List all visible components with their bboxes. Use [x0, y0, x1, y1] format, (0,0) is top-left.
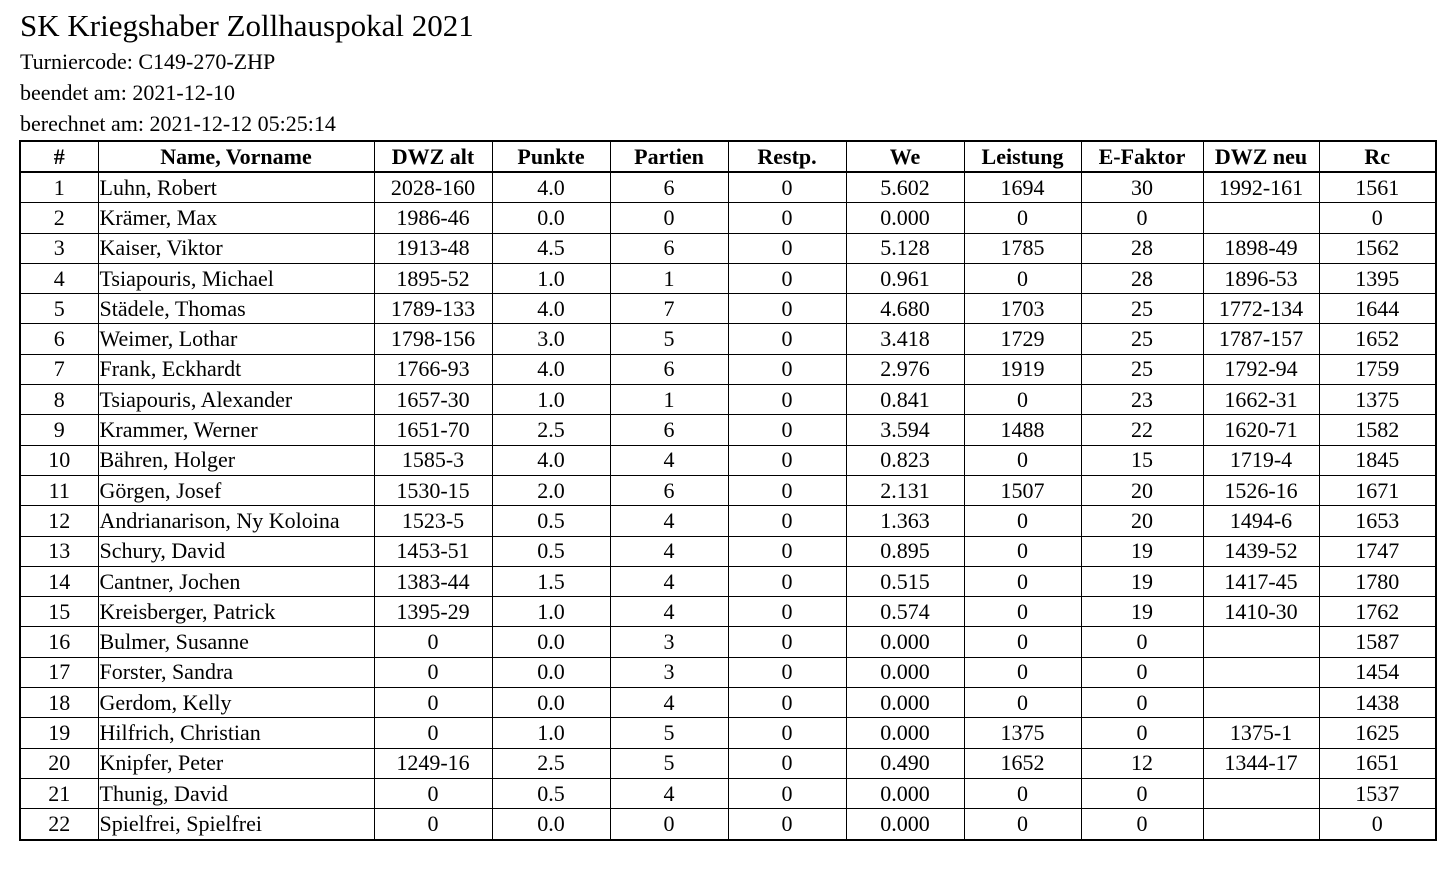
cell-games: 6 [610, 233, 728, 263]
col-header-restp: Restp. [728, 141, 846, 172]
cell-restp: 0 [728, 354, 846, 384]
cell-name: Kaiser, Viktor [98, 233, 374, 263]
cell-performance: 1729 [964, 324, 1081, 354]
cell-dwz-old: 1798-156 [374, 324, 492, 354]
cell-games: 1 [610, 263, 728, 293]
cell-name: Städele, Thomas [98, 294, 374, 324]
table-row [20, 597, 1436, 627]
cell-name: Tsiapouris, Michael [98, 263, 374, 293]
cell-dwz-new: 1772-134 [1203, 294, 1319, 324]
cell-rc: 1582 [1319, 415, 1436, 445]
table-row [20, 475, 1436, 505]
cell-name: Tsiapouris, Alexander [98, 385, 374, 415]
cell-rc: 1625 [1319, 718, 1436, 748]
cell-points: 1.0 [492, 263, 610, 293]
cell-points: 4.0 [492, 354, 610, 384]
cell-dwz-old: 2028-160 [374, 172, 492, 203]
cell-restp: 0 [728, 324, 846, 354]
cell-performance: 0 [964, 203, 1081, 233]
col-header-rank: # [20, 141, 98, 172]
cell-restp: 0 [728, 294, 846, 324]
cell-restp: 0 [728, 475, 846, 505]
cell-we: 5.602 [846, 172, 964, 203]
end-date: beendet am: 2021-12-10 [20, 80, 236, 105]
cell-rc: 0 [1319, 809, 1436, 840]
cell-points: 1.0 [492, 597, 610, 627]
cell-we: 0.000 [846, 688, 964, 718]
cell-dwz-old: 1383-44 [374, 566, 492, 596]
table-row [20, 536, 1436, 566]
cell-restp: 0 [728, 688, 846, 718]
cell-performance: 0 [964, 263, 1081, 293]
cell-points: 0.0 [492, 688, 610, 718]
cell-rc: 1671 [1319, 475, 1436, 505]
cell-rank: 3 [20, 233, 98, 263]
table-row [20, 566, 1436, 596]
table-row [20, 203, 1436, 233]
cell-performance: 0 [964, 536, 1081, 566]
cell-we: 1.363 [846, 506, 964, 536]
cell-games: 4 [610, 536, 728, 566]
cell-e-factor: 19 [1081, 566, 1203, 596]
cell-restp: 0 [728, 506, 846, 536]
cell-rank: 1 [20, 172, 98, 203]
cell-name: Thunig, David [98, 778, 374, 808]
cell-restp: 0 [728, 627, 846, 657]
cell-restp: 0 [728, 778, 846, 808]
cell-restp: 0 [728, 233, 846, 263]
cell-restp: 0 [728, 809, 846, 840]
cell-rc: 0 [1319, 203, 1436, 233]
cell-games: 0 [610, 809, 728, 840]
cell-dwz-new [1203, 657, 1319, 687]
cell-dwz-new: 1344-17 [1203, 748, 1319, 778]
cell-dwz-old: 1249-16 [374, 748, 492, 778]
cell-restp: 0 [728, 172, 846, 203]
table-row [20, 172, 1436, 203]
cell-dwz-new: 1439-52 [1203, 536, 1319, 566]
cell-we: 0.490 [846, 748, 964, 778]
cell-performance: 1694 [964, 172, 1081, 203]
table-row [20, 294, 1436, 324]
cell-e-factor: 19 [1081, 597, 1203, 627]
cell-e-factor: 25 [1081, 354, 1203, 384]
cell-restp: 0 [728, 597, 846, 627]
cell-dwz-new: 1375-1 [1203, 718, 1319, 748]
cell-performance: 1507 [964, 475, 1081, 505]
cell-name: Cantner, Jochen [98, 566, 374, 596]
cell-dwz-old: 1895-52 [374, 263, 492, 293]
table-row [20, 354, 1436, 384]
cell-games: 0 [610, 203, 728, 233]
cell-dwz-old: 1453-51 [374, 536, 492, 566]
cell-e-factor: 0 [1081, 809, 1203, 840]
cell-we: 5.128 [846, 233, 964, 263]
cell-rc: 1454 [1319, 657, 1436, 687]
cell-rc: 1652 [1319, 324, 1436, 354]
cell-e-factor: 0 [1081, 203, 1203, 233]
col-header-e-factor: E-Faktor [1081, 141, 1203, 172]
cell-rank: 2 [20, 203, 98, 233]
cell-points: 2.5 [492, 748, 610, 778]
table-row [20, 233, 1436, 263]
cell-rank: 21 [20, 778, 98, 808]
cell-we: 2.976 [846, 354, 964, 384]
cell-performance: 1652 [964, 748, 1081, 778]
cell-points: 2.0 [492, 475, 610, 505]
cell-games: 4 [610, 778, 728, 808]
cell-we: 0.000 [846, 657, 964, 687]
cell-performance: 0 [964, 627, 1081, 657]
cell-dwz-old: 1651-70 [374, 415, 492, 445]
cell-dwz-old: 1523-5 [374, 506, 492, 536]
cell-name: Hilfrich, Christian [98, 718, 374, 748]
cell-points: 0.5 [492, 778, 610, 808]
tournament-code: Turniercode: C149-270-ZHP [20, 49, 276, 74]
cell-rank: 7 [20, 354, 98, 384]
cell-we: 0.000 [846, 809, 964, 840]
cell-restp: 0 [728, 748, 846, 778]
cell-rc: 1845 [1319, 445, 1436, 475]
page-title: SK Kriegshaber Zollhauspokal 2021 [20, 8, 474, 43]
cell-dwz-old: 1585-3 [374, 445, 492, 475]
cell-rank: 14 [20, 566, 98, 596]
cell-restp: 0 [728, 566, 846, 596]
cell-e-factor: 22 [1081, 415, 1203, 445]
cell-games: 6 [610, 415, 728, 445]
cell-performance: 0 [964, 566, 1081, 596]
cell-dwz-old: 1530-15 [374, 475, 492, 505]
cell-name: Schury, David [98, 536, 374, 566]
cell-points: 1.5 [492, 566, 610, 596]
cell-e-factor: 20 [1081, 475, 1203, 505]
cell-points: 3.0 [492, 324, 610, 354]
cell-points: 0.5 [492, 536, 610, 566]
calculation-date: berechnet am: 2021-12-12 05:25:14 [20, 111, 336, 136]
cell-rank: 6 [20, 324, 98, 354]
cell-we: 0.000 [846, 627, 964, 657]
cell-dwz-old: 0 [374, 627, 492, 657]
col-header-games: Partien [610, 141, 728, 172]
cell-name: Kreisberger, Patrick [98, 597, 374, 627]
cell-rank: 9 [20, 415, 98, 445]
cell-dwz-new [1203, 809, 1319, 840]
col-header-points: Punkte [492, 141, 610, 172]
cell-performance: 1703 [964, 294, 1081, 324]
table-row [20, 809, 1436, 840]
cell-rank: 13 [20, 536, 98, 566]
cell-e-factor: 30 [1081, 172, 1203, 203]
cell-rc: 1438 [1319, 688, 1436, 718]
cell-rank: 12 [20, 506, 98, 536]
cell-games: 6 [610, 475, 728, 505]
cell-dwz-old: 1913-48 [374, 233, 492, 263]
cell-games: 5 [610, 718, 728, 748]
cell-rank: 16 [20, 627, 98, 657]
cell-games: 7 [610, 294, 728, 324]
cell-dwz-old: 0 [374, 718, 492, 748]
cell-e-factor: 20 [1081, 506, 1203, 536]
cell-name: Forster, Sandra [98, 657, 374, 687]
cell-performance: 1785 [964, 233, 1081, 263]
cell-points: 1.0 [492, 385, 610, 415]
cell-restp: 0 [728, 385, 846, 415]
col-header-dwz-old: DWZ alt [374, 141, 492, 172]
cell-dwz-new: 1620-71 [1203, 415, 1319, 445]
cell-games: 4 [610, 506, 728, 536]
cell-rc: 1762 [1319, 597, 1436, 627]
cell-performance: 1919 [964, 354, 1081, 384]
cell-restp: 0 [728, 203, 846, 233]
cell-rc: 1562 [1319, 233, 1436, 263]
cell-games: 4 [610, 566, 728, 596]
cell-e-factor: 0 [1081, 688, 1203, 718]
cell-e-factor: 0 [1081, 627, 1203, 657]
cell-e-factor: 28 [1081, 263, 1203, 293]
cell-rank: 17 [20, 657, 98, 687]
table-row [20, 748, 1436, 778]
cell-we: 0.841 [846, 385, 964, 415]
cell-dwz-new: 1417-45 [1203, 566, 1319, 596]
table-row [20, 415, 1436, 445]
cell-games: 5 [610, 324, 728, 354]
cell-dwz-new [1203, 688, 1319, 718]
cell-points: 0.0 [492, 809, 610, 840]
cell-we: 0.000 [846, 718, 964, 748]
results-body [20, 172, 1436, 840]
cell-games: 4 [610, 445, 728, 475]
cell-rank: 18 [20, 688, 98, 718]
cell-name: Görgen, Josef [98, 475, 374, 505]
table-row [20, 627, 1436, 657]
cell-name: Gerdom, Kelly [98, 688, 374, 718]
cell-e-factor: 23 [1081, 385, 1203, 415]
cell-dwz-new: 1719-4 [1203, 445, 1319, 475]
cell-points: 0.0 [492, 657, 610, 687]
cell-we: 0.823 [846, 445, 964, 475]
cell-games: 6 [610, 172, 728, 203]
cell-points: 1.0 [492, 718, 610, 748]
table-row [20, 263, 1436, 293]
cell-performance: 0 [964, 597, 1081, 627]
cell-rank: 4 [20, 263, 98, 293]
cell-e-factor: 0 [1081, 657, 1203, 687]
cell-name: Knipfer, Peter [98, 748, 374, 778]
cell-name: Frank, Eckhardt [98, 354, 374, 384]
cell-e-factor: 0 [1081, 718, 1203, 748]
cell-dwz-new: 1410-30 [1203, 597, 1319, 627]
cell-rc: 1651 [1319, 748, 1436, 778]
cell-name: Krammer, Werner [98, 415, 374, 445]
cell-e-factor: 25 [1081, 294, 1203, 324]
cell-points: 4.0 [492, 294, 610, 324]
cell-performance: 0 [964, 809, 1081, 840]
cell-dwz-old: 0 [374, 657, 492, 687]
results-table [19, 140, 1437, 841]
table-row [20, 718, 1436, 748]
cell-rank: 10 [20, 445, 98, 475]
cell-dwz-old: 1657-30 [374, 385, 492, 415]
cell-rc: 1759 [1319, 354, 1436, 384]
col-header-rc: Rc [1319, 141, 1436, 172]
cell-e-factor: 15 [1081, 445, 1203, 475]
cell-e-factor: 12 [1081, 748, 1203, 778]
cell-points: 4.5 [492, 233, 610, 263]
cell-points: 0.0 [492, 203, 610, 233]
cell-performance: 1488 [964, 415, 1081, 445]
cell-points: 4.0 [492, 172, 610, 203]
cell-e-factor: 28 [1081, 233, 1203, 263]
cell-rc: 1653 [1319, 506, 1436, 536]
cell-e-factor: 0 [1081, 778, 1203, 808]
cell-rc: 1561 [1319, 172, 1436, 203]
cell-points: 2.5 [492, 415, 610, 445]
header-row [20, 141, 1436, 172]
cell-dwz-old: 1395-29 [374, 597, 492, 627]
cell-rank: 22 [20, 809, 98, 840]
table-row [20, 324, 1436, 354]
cell-performance: 0 [964, 688, 1081, 718]
cell-points: 4.0 [492, 445, 610, 475]
cell-rc: 1537 [1319, 778, 1436, 808]
cell-dwz-old: 1789-133 [374, 294, 492, 324]
cell-name: Bulmer, Susanne [98, 627, 374, 657]
cell-performance: 1375 [964, 718, 1081, 748]
cell-rank: 20 [20, 748, 98, 778]
cell-restp: 0 [728, 718, 846, 748]
cell-dwz-new [1203, 627, 1319, 657]
cell-we: 0.895 [846, 536, 964, 566]
cell-performance: 0 [964, 385, 1081, 415]
cell-dwz-old: 1766-93 [374, 354, 492, 384]
cell-we: 3.418 [846, 324, 964, 354]
cell-games: 1 [610, 385, 728, 415]
cell-name: Bähren, Holger [98, 445, 374, 475]
cell-restp: 0 [728, 657, 846, 687]
cell-rc: 1644 [1319, 294, 1436, 324]
table-row [20, 778, 1436, 808]
cell-performance: 0 [964, 445, 1081, 475]
table-row [20, 506, 1436, 536]
cell-dwz-new [1203, 203, 1319, 233]
col-header-name: Name, Vorname [98, 141, 374, 172]
cell-we: 0.574 [846, 597, 964, 627]
col-header-performance: Leistung [964, 141, 1081, 172]
cell-we: 4.680 [846, 294, 964, 324]
cell-we: 0.000 [846, 203, 964, 233]
cell-dwz-old: 1986-46 [374, 203, 492, 233]
cell-restp: 0 [728, 536, 846, 566]
col-header-dwz-new: DWZ neu [1203, 141, 1319, 172]
cell-name: Andrianarison, Ny Koloina [98, 506, 374, 536]
table-row [20, 385, 1436, 415]
cell-rc: 1780 [1319, 566, 1436, 596]
cell-rank: 8 [20, 385, 98, 415]
cell-rc: 1587 [1319, 627, 1436, 657]
cell-performance: 0 [964, 657, 1081, 687]
cell-dwz-new: 1526-16 [1203, 475, 1319, 505]
cell-dwz-new: 1662-31 [1203, 385, 1319, 415]
cell-rc: 1395 [1319, 263, 1436, 293]
cell-dwz-new: 1992-161 [1203, 172, 1319, 203]
cell-restp: 0 [728, 263, 846, 293]
cell-name: Weimer, Lothar [98, 324, 374, 354]
cell-name: Luhn, Robert [98, 172, 374, 203]
cell-dwz-old: 0 [374, 688, 492, 718]
cell-dwz-new: 1792-94 [1203, 354, 1319, 384]
cell-rc: 1375 [1319, 385, 1436, 415]
cell-we: 2.131 [846, 475, 964, 505]
cell-performance: 0 [964, 506, 1081, 536]
cell-dwz-old: 0 [374, 809, 492, 840]
cell-dwz-new [1203, 778, 1319, 808]
table-row [20, 445, 1436, 475]
cell-restp: 0 [728, 445, 846, 475]
cell-games: 4 [610, 688, 728, 718]
cell-rc: 1747 [1319, 536, 1436, 566]
cell-dwz-new: 1896-53 [1203, 263, 1319, 293]
cell-name: Krämer, Max [98, 203, 374, 233]
cell-points: 0.5 [492, 506, 610, 536]
cell-we: 3.594 [846, 415, 964, 445]
cell-we: 0.000 [846, 778, 964, 808]
cell-rank: 11 [20, 475, 98, 505]
cell-we: 0.515 [846, 566, 964, 596]
cell-dwz-old: 0 [374, 778, 492, 808]
cell-games: 4 [610, 597, 728, 627]
cell-dwz-new: 1898-49 [1203, 233, 1319, 263]
cell-rank: 5 [20, 294, 98, 324]
cell-performance: 0 [964, 778, 1081, 808]
cell-rank: 15 [20, 597, 98, 627]
cell-rank: 19 [20, 718, 98, 748]
cell-e-factor: 25 [1081, 324, 1203, 354]
cell-games: 6 [610, 354, 728, 384]
cell-dwz-new: 1494-6 [1203, 506, 1319, 536]
cell-points: 0.0 [492, 627, 610, 657]
cell-we: 0.961 [846, 263, 964, 293]
cell-dwz-new: 1787-157 [1203, 324, 1319, 354]
table-row [20, 688, 1436, 718]
cell-games: 5 [610, 748, 728, 778]
cell-e-factor: 19 [1081, 536, 1203, 566]
cell-games: 3 [610, 627, 728, 657]
col-header-we: We [846, 141, 964, 172]
cell-games: 3 [610, 657, 728, 687]
table-row [20, 657, 1436, 687]
cell-restp: 0 [728, 415, 846, 445]
cell-name: Spielfrei, Spielfrei [98, 809, 374, 840]
